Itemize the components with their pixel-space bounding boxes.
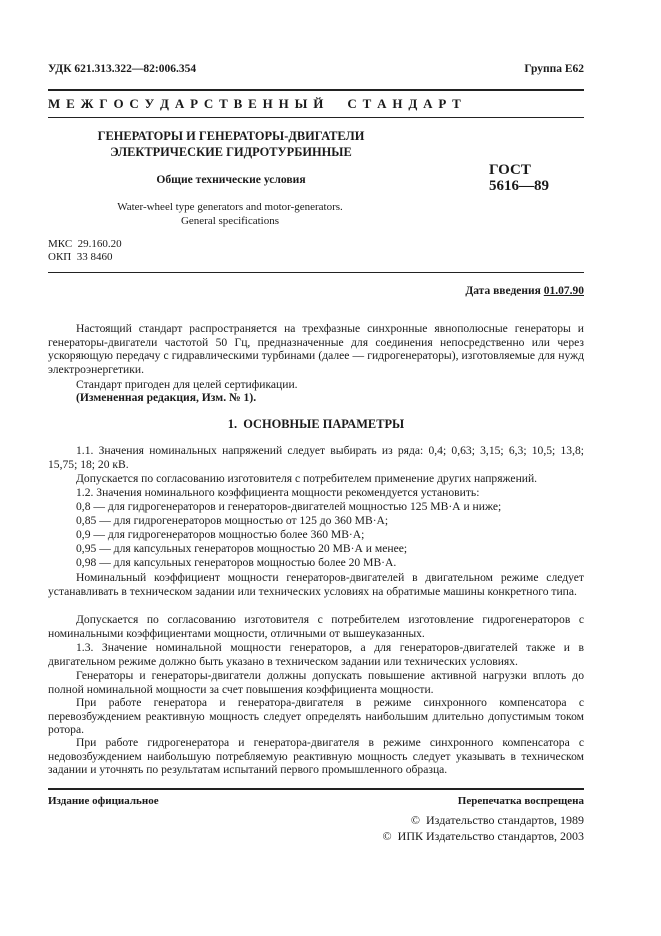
gost-label: ГОСТ [489,162,531,178]
english-title-line-1: Water-wheel type generators and motor-generators. [117,201,343,213]
title-line-2: ЭЛЕКТРИЧЕСКИЕ ГИДРОТУРБИННЫЕ [110,145,352,159]
interstate-standard-banner: М Е Ж Г О С У Д А Р С Т В Е Н Н Ы Й С Т А Н Д А Р Т [48,96,463,111]
intro-paragraph: Настоящий стандарт распространяется на трехфазные синхронные явнополюсные генераторы и генераторы-двигатели частотой 50 Гц, предназначенные для соединения непосредственно или через ускоряющую передачу с гидравлическими турбинами (далее — гидрогенераторы), изготовляемые для нужд электроэнергетики. [48,322,584,376]
introduction-date-value: 01.07.90 [543,285,584,297]
gost-number: 5616—89 [489,178,549,194]
amendment-note: (Измененная редакция, Изм. № 1). [76,391,257,404]
copyright-1989: © Издательство стандартов, 1989 [410,813,584,827]
clause-1-3: 1.3. Значение номинальной мощности генераторов, а для генераторов-двигателей также и в двигательном режиме должно быть указано в техническом задании или технических условиях. [48,641,584,668]
subtitle: Общие технические условия [156,173,306,186]
introduction-date [465,285,584,297]
clause-1-1-note: Допускается по согласованию изготовителя с потребителем применение других напряжений. [76,472,538,485]
mks-code: МКС 29.160.20 [48,238,122,250]
footer-rule [48,788,584,790]
title-line-1: ГЕНЕРАТОРЫ И ГЕНЕРАТОРЫ-ДВИГАТЕЛИ [97,129,365,143]
udk-code: УДК 621.313.322—82:006.354 [48,63,197,75]
section-heading: 1. ОСНОВНЫЕ ПАРАМЕТРЫ [227,417,405,431]
banner-rule [48,117,584,118]
certification-note: Стандарт пригоден для целей сертификации. [76,378,298,391]
power-factor-exception: Допускается по согласованию изготовителя с потребителем изготовление гидрогенераторов с номинальными коэффициентами мощности, отличными от вышеуказанных. [48,613,584,640]
list-item: 0,98 — для капсульных генераторов мощностью более 20 МВ·А. [76,556,397,569]
list-item: 0,85 — для гидрогенераторов мощностью от 125 до 360 МВ·А; [76,514,389,527]
motor-mode-paragraph: Номинальный коэффициент мощности генераторов-двигателей в двигательном режиме следует устанавливать в техническом задании или технических условиях на обратимые машины конкретного типа. [48,571,584,598]
english-title-line-2: General specifications [180,215,280,227]
introduction-date-label: Дата введения [465,285,541,297]
overexcitation-paragraph: При работе генератора и генератора-двигателя в режиме синхронного компенсатора с перевозбуждением реактивную мощность следует определять наибольшим длительно допустимым током ротора. [48,696,584,737]
copyright-2003: © ИПК Издательство стандартов, 2003 [382,829,584,843]
okp-code: ОКП 33 8460 [48,251,113,263]
active-load-paragraph: Генераторы и генераторы-двигатели должны допускать повышение активной нагрузки вплоть до полной номинальной мощности за счет повышения коэффициента мощности. [48,669,584,696]
reprint-prohibited: Перепечатка воспрещена [457,795,584,807]
list-item: 0,9 — для гидрогенераторов мощностью более 360 МВ·А; [76,528,365,541]
clause-1-1: 1.1. Значения номинальных напряжений следует выбирать из ряда: 0,4; 0,63; 3,15; 6,3; 10,5; 13,8; 15,75; 18; 20 кВ. [48,444,584,471]
group-code: Группа Е62 [524,63,584,75]
official-edition: Издание официальное [48,795,159,807]
underexcitation-paragraph: При работе гидрогенератора и генератора-двигателя в режиме синхронного компенсатора с недовозбуждением наибольшую потребляемую реактивную мощность следует указывать в техническом задании и уточнять по результатам испытаний первого промышленного образца. [48,736,584,777]
list-item: 0,95 — для капсульных генераторов мощностью 20 МВ·А и менее; [76,542,408,555]
list-item: 0,8 — для гидрогенераторов и генераторов-двигателей мощностью 125 МВ·А и ниже; [76,500,502,513]
mid-rule [48,272,584,273]
top-rule [48,89,584,91]
clause-1-2: 1.2. Значения номинального коэффициента мощности рекомендуется установить: [76,486,480,499]
